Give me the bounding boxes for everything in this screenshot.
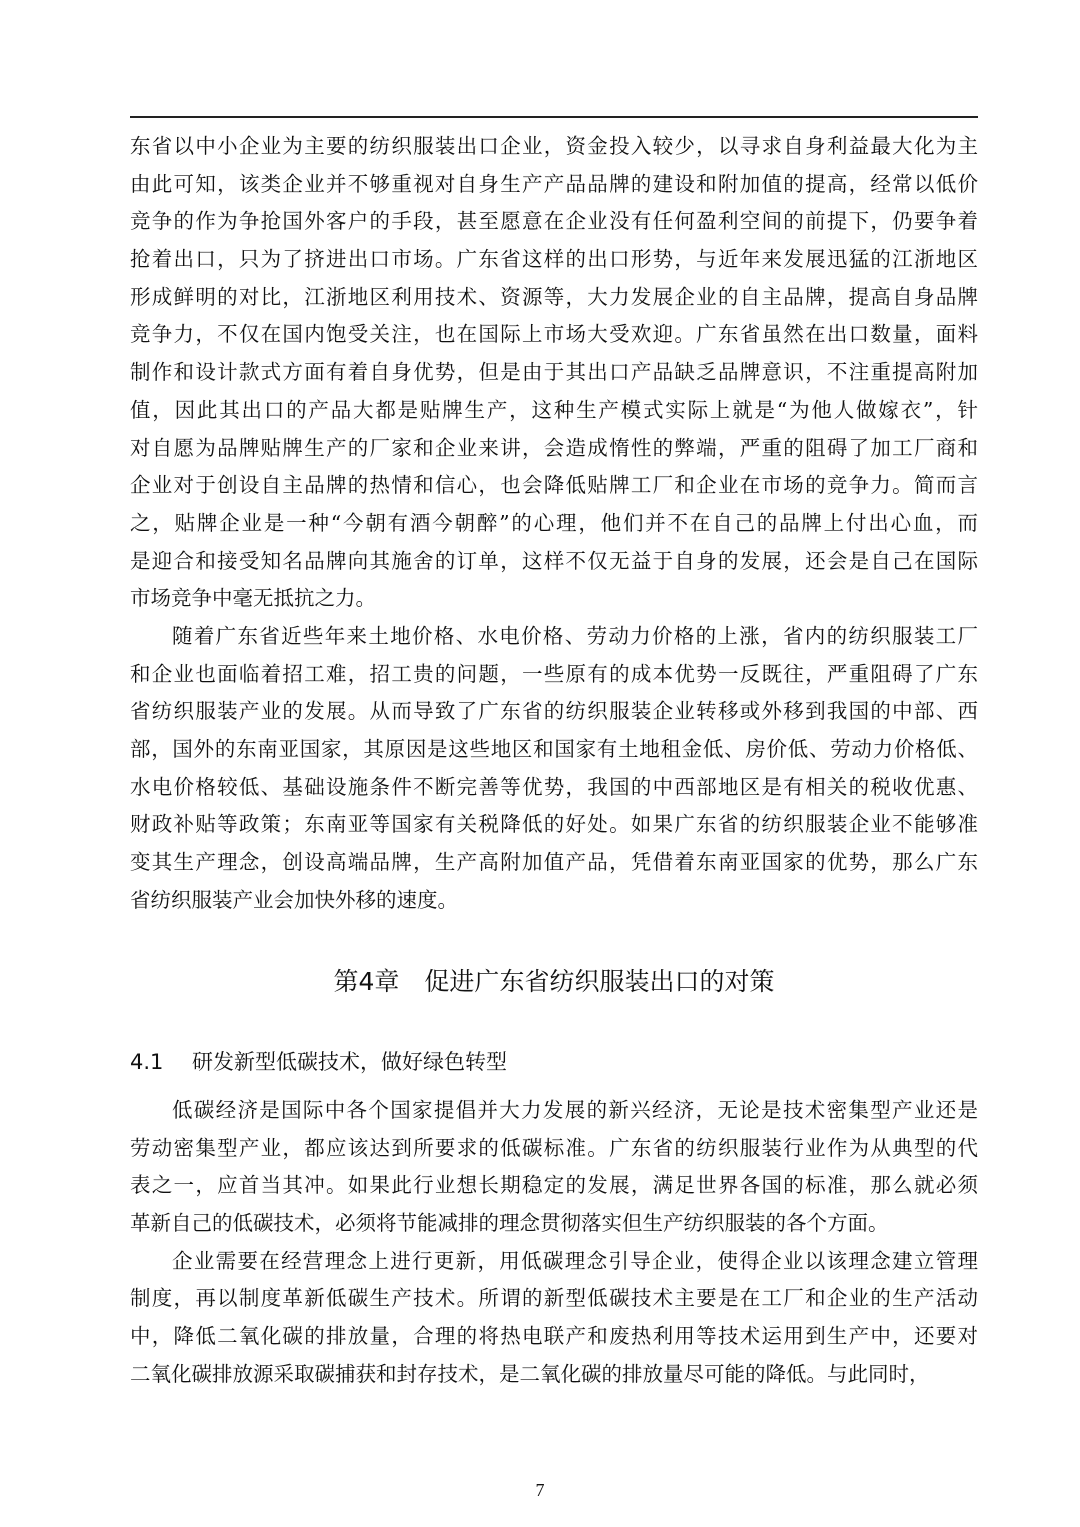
text-line: 部，国外的东南亚国家，其原因是这些地区和国家有土地租金低、房价低、劳动力价格低、 [130, 737, 978, 761]
paragraph-3 [130, 1092, 978, 1243]
text-line: 东省以中小企业为主要的纺织服装出口企业，资金投入较少，以寻求自身利益最大化为主 [130, 134, 978, 158]
text-line: 竞争力，不仅在国内饱受关注，也在国际上市场大受欢迎。广东省虽然在出口数量，面料 [130, 322, 978, 347]
paragraph-2 [130, 618, 978, 920]
paragraph-4 [130, 1243, 978, 1394]
text-line: 水电价格较低、基础设施条件不断完善等优势，我国的中西部地区是有相关的税收优惠、 [130, 774, 978, 799]
header-rule [130, 116, 978, 118]
section-title: 研发新型低碳技术，做好绿色转型 [192, 1050, 507, 1074]
section-heading [130, 1044, 978, 1080]
text-line: 省纺织服装产业会加快外移的速度。 [130, 887, 458, 912]
text-line: 变其生产理念，创设高端品牌，生产高附加值产品，凭借着东南亚国家的优势，那么广东 [130, 850, 978, 875]
text-line: 值，因此其出口的产品大都是贴牌生产，这种生产模式实际上就是“为他人做嫁衣”，针 [130, 397, 978, 422]
text-line: 企业需要在经营理念上进行更新，用低碳理念引导企业，使得企业以该理念建立管理 [172, 1248, 978, 1273]
text-line: 中，降低二氧化碳的排放量，合理的将热电联产和废热利用等技术运用到生产中，还要对 [130, 1324, 978, 1349]
text-line: 二氧化碳排放源采取碳捕获和封存技术，是二氧化碳的排放量尽可能的降低。与此同时， [130, 1361, 930, 1386]
paragraph-1 [130, 128, 978, 618]
text-line: 革新自己的低碳技术，必须将节能减排的理念贯彻落实但生产纺织服装的各个方面。 [130, 1211, 889, 1236]
text-line: 之，贴牌企业是一种“今朝有酒今朝醉”的心理，他们并不在自己的品牌上付出心血，而 [130, 510, 978, 535]
body-text-top [130, 128, 978, 919]
text-line: 企业对于创设自主品牌的热情和信心，也会降低贴牌工厂和企业在市场的竞争力。简而言 [130, 473, 978, 498]
page-number: 7 [535, 1480, 545, 1500]
text-line: 和企业也面临着招工难，招工贵的问题，一些原有的成本优势一反既往，严重阻碍了广东 [130, 661, 978, 686]
text-line: 制作和设计款式方面有着自身优势，但是由于其出口产品缺乏品牌意识，不注重提高附加 [130, 360, 978, 385]
text-line: 市场竞争中毫无抵抗之力。 [130, 586, 376, 611]
chapter-title: 第4章 促进广东省纺织服装出口的对策 [333, 967, 775, 996]
text-line: 财政补贴等政策；东南亚等国家有关税降低的好处。如果广东省的纺织服装企业不能够准 [130, 812, 978, 837]
text-line: 省纺织服装产业的发展。从而导致了广东省的纺织服装企业转移或外移到我国的中部、西 [130, 699, 978, 724]
text-line: 对自愿为品牌贴牌生产的厂家和企业来讲，会造成惰性的弊端，严重的阻碍了加工厂商和 [130, 435, 978, 460]
text-line: 由此可知，该类企业并不够重视对自身生产产品品牌的建设和附加值的提高，经常以低价 [130, 171, 978, 196]
text-line: 随着广东省近些年来土地价格、水电价格、劳动力价格的上涨，省内的纺织服装工厂 [172, 623, 978, 648]
text-line: 制度，再以制度革新低碳生产技术。所谓的新型低碳技术主要是在工厂和企业的生产活动 [130, 1286, 978, 1311]
text-line: 是迎合和接受知名品牌向其施舍的订单，这样不仅无益于自身的发展，还会是自己在国际 [130, 548, 978, 573]
section-number: 4.1 [130, 1050, 164, 1074]
text-line: 形成鲜明的对比，江浙地区利用技术、资源等，大力发展企业的自主品牌，提高自身品牌 [130, 284, 978, 309]
text-line: 劳动密集型产业，都应该达到所要求的低碳标准。广东省的纺织服装行业作为从典型的代 [130, 1135, 978, 1160]
text-line: 低碳经济是国际中各个国家提倡并大力发展的新兴经济，无论是技术密集型产业还是 [172, 1098, 978, 1122]
text-line: 表之一，应首当其冲。如果此行业想长期稳定的发展，满足世界各国的标准，那么就必须 [130, 1173, 978, 1198]
text-line: 抢着出口，只为了挤进出口市场。广东省这样的出口形势，与近年来发展迅猛的江浙地区 [130, 247, 978, 272]
body-text-bottom [130, 1092, 978, 1394]
text-line: 竞争的作为争抢国外客户的手段，甚至愿意在企业没有任何盈利空间的前提下，仍要争着 [130, 209, 978, 234]
